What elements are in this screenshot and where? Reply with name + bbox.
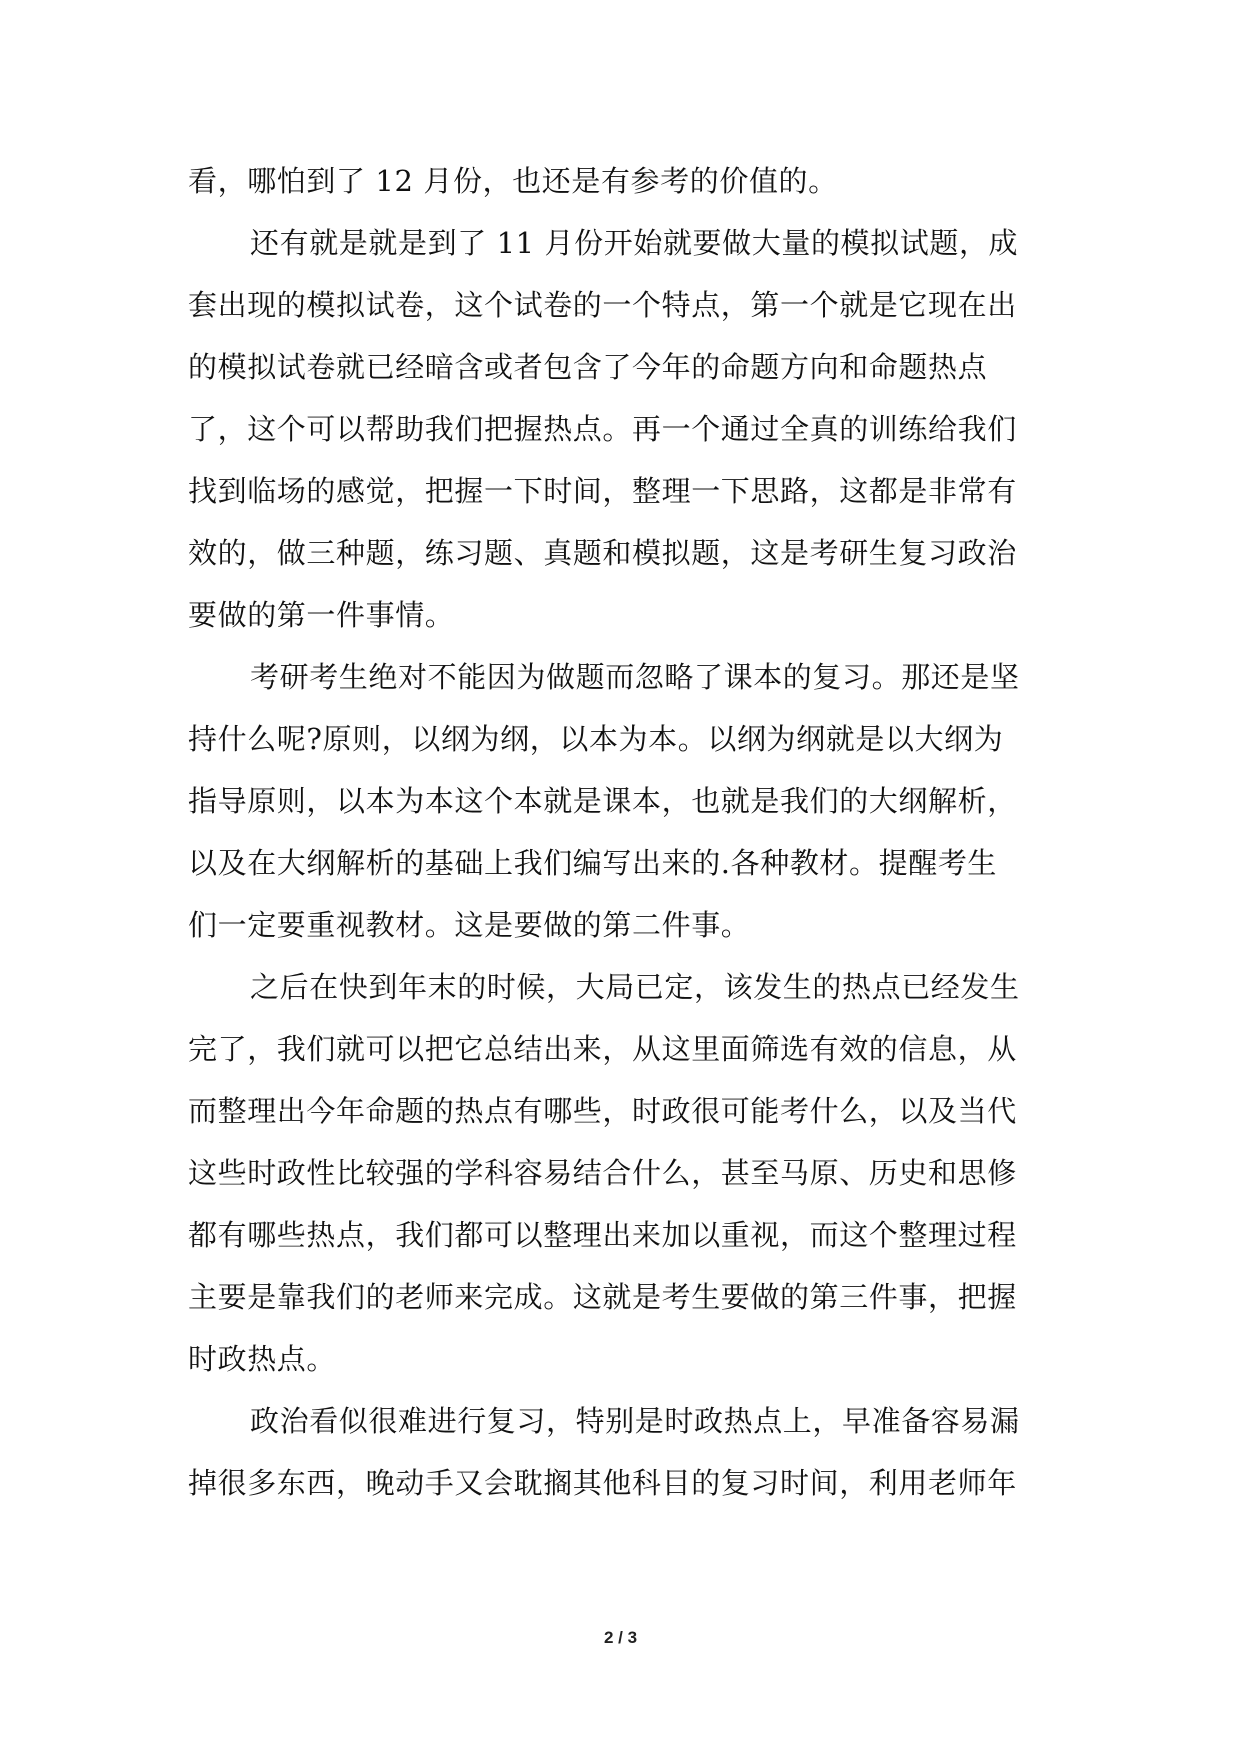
paragraph-4-line-3: 而整理出今年命题的热点有哪些，时政很可能考什么，以及当代 <box>188 1094 1017 1128</box>
paragraph-2-line-6: 效的，做三种题，练习题、真题和模拟题，这是考研生复习政治 <box>188 536 1017 570</box>
paragraph-4-line-6: 主要是靠我们的老师来完成。这就是考生要做的第三件事，把握 <box>188 1280 1017 1314</box>
paragraph-3-line-4: 以及在大纲解析的基础上我们编写出来的.各种教材。提醒考生 <box>188 846 998 880</box>
paragraph-3-line-3: 指导原则，以本为本这个本就是课本，也就是我们的大纲解析， <box>188 784 1017 818</box>
paragraph-3-line-1: 考研考生绝对不能因为做题而忽略了课本的复习。那还是坚 <box>250 660 1020 694</box>
document-body <box>188 150 1058 1514</box>
paragraph-4-line-4: 这些时政性比较强的学科容易结合什么，甚至马原、历史和思修 <box>188 1156 1017 1190</box>
paragraph-1-line-1: 看，哪怕到了 12 月份，也还是有参考的价值的。 <box>188 164 838 198</box>
paragraph-2-line-1: 还有就是就是到了 11 月份开始就要做大量的模拟试题，成 <box>250 226 1019 260</box>
paragraph-4-line-7: 时政热点。 <box>188 1342 337 1376</box>
paragraph-2-line-3: 的模拟试卷就已经暗含或者包含了今年的命题方向和命题热点 <box>188 350 988 384</box>
paragraph-2-line-5: 找到临场的感觉，把握一下时间，整理一下思路，这都是非常有 <box>188 474 1017 508</box>
page-number: 2 / 3 <box>603 1628 638 1647</box>
paragraph-4-line-5: 都有哪些热点，我们都可以整理出来加以重视，而这个整理过程 <box>188 1218 1017 1252</box>
paragraph-5-line-1: 政治看似很难进行复习，特别是时政热点上，早准备容易漏 <box>250 1404 1020 1438</box>
paragraph-3-line-2: 持什么呢?原则，以纲为纲，以本为本。以纲为纲就是以大纲为 <box>188 722 1004 756</box>
paragraph-3-line-5: 们一定要重视教材。这是要做的第二件事。 <box>188 908 751 942</box>
paragraph-2-line-7: 要做的第一件事情。 <box>188 598 455 632</box>
paragraph-4-line-1: 之后在快到年末的时候，大局已定，该发生的热点已经发生 <box>250 970 1020 1004</box>
paragraph-4-line-2: 完了，我们就可以把它总结出来，从这里面筛选有效的信息，从 <box>188 1032 1017 1066</box>
paragraph-5-line-2: 掉很多东西，晚动手又会耽搁其他科目的复习时间，利用老师年 <box>188 1466 1017 1500</box>
paragraph-2-line-4: 了，这个可以帮助我们把握热点。再一个通过全真的训练给我们 <box>188 412 1017 446</box>
paragraph-2-line-2: 套出现的模拟试卷，这个试卷的一个特点，第一个就是它现在出 <box>188 288 1017 322</box>
